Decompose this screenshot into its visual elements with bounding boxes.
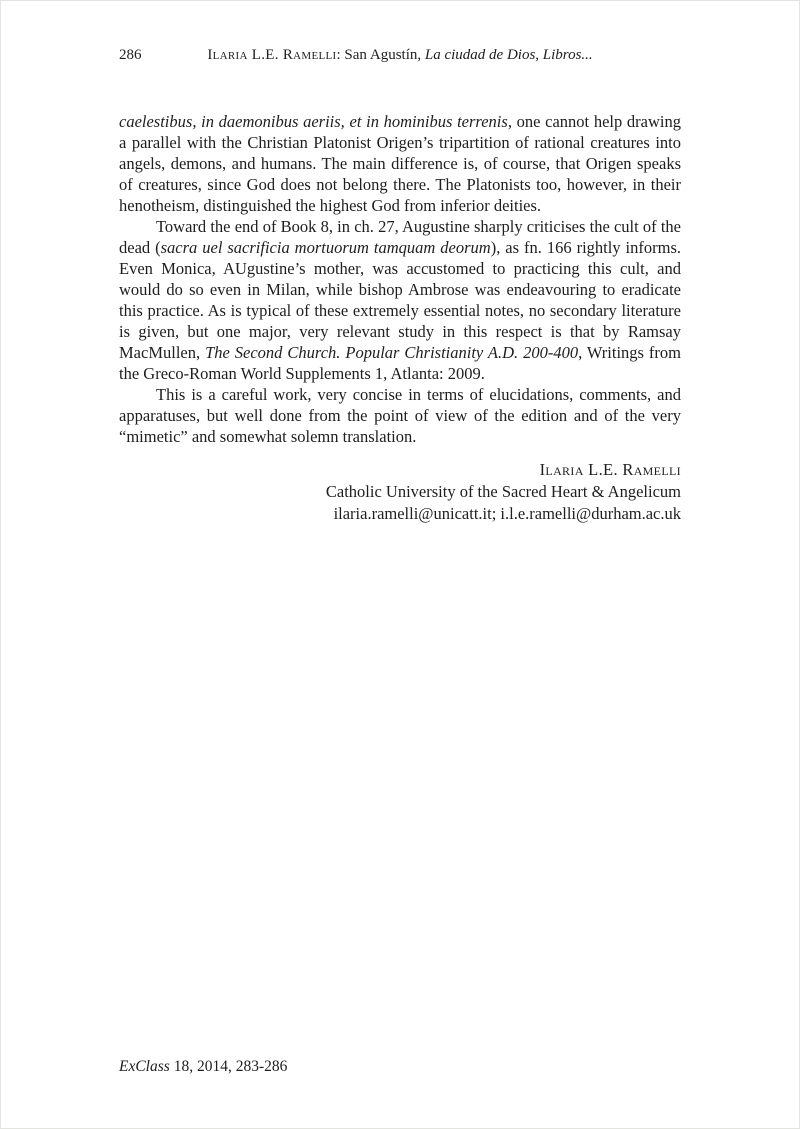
paragraph-2: [119, 216, 681, 384]
running-title-work: La ciudad de Dios, Libros...: [424, 47, 593, 63]
paragraph-1: [119, 111, 681, 216]
paragraph-2-text-c: , Writings from the Greco-Roman World Supplements 1, Atlanta: 2009.: [119, 343, 682, 383]
journal-name: ExClass: [119, 1058, 170, 1075]
paragraph-3: [119, 384, 681, 447]
running-header: [119, 45, 681, 65]
signature-block: [119, 459, 681, 525]
latin-phrase: sacra uel sacrificia mortuorum tamquam deorum: [160, 238, 491, 257]
paragraph-2-text-b: ), as fn. 166 rightly informs. Even Monica, AUgustine’s mother, was accustomed to practicing this cult, and would do so even in Milan, while bishop Ambrose was endeavouring to eradicate this practice. As is typical of these extremely essential notes, no secondary literature is given, but one major, very relevant study in this respect is that by Ramsay MacMullen,: [119, 238, 682, 362]
running-title-plain: : San Agustín,: [336, 47, 425, 63]
latin-phrase: caelestibus, in daemonibus aeriis, et in hominibus terrenis: [119, 112, 508, 131]
book-title: The Second Church. Popular Christianity A.D. 200-400: [205, 343, 579, 362]
review-body: [119, 111, 681, 447]
paragraph-2-text-a: Toward the end of Book 8, in ch. 27, Augustine sharply criticises the cult of the dead (: [119, 217, 681, 257]
running-title-author: Ilaria L.E. Ramelli: [207, 47, 337, 63]
signature-name: Ilaria L.E. Ramelli: [539, 460, 681, 479]
page-number: 286: [119, 47, 142, 63]
signature-emails: ilaria.ramelli@unicatt.it; i.l.e.ramelli@durham.ac.uk: [333, 504, 681, 523]
signature-affiliation: Catholic University of the Sacred Heart & Angelicum: [325, 482, 681, 501]
page-footer: [119, 1057, 287, 1077]
paragraph-1-text: , one cannot help drawing a parallel with the Christian Platonist Origen’s tripartition of rational creatures into angels, demons, and humans. The main difference is, of course, that Origen speaks of creatures, since God does not belong there. The Platonists too, however, in their henotheism, distinguished the highest God from inferior deities.: [119, 112, 681, 215]
paragraph-3-text: This is a careful work, very concise in terms of elucidations, comments, and apparatuses, but well done from the point of view of the edition and of the very “mimetic” and somewhat solemn translation.: [119, 385, 681, 446]
running-title: [207, 47, 592, 63]
footer-citation: 18, 2014, 283-286: [169, 1058, 288, 1075]
